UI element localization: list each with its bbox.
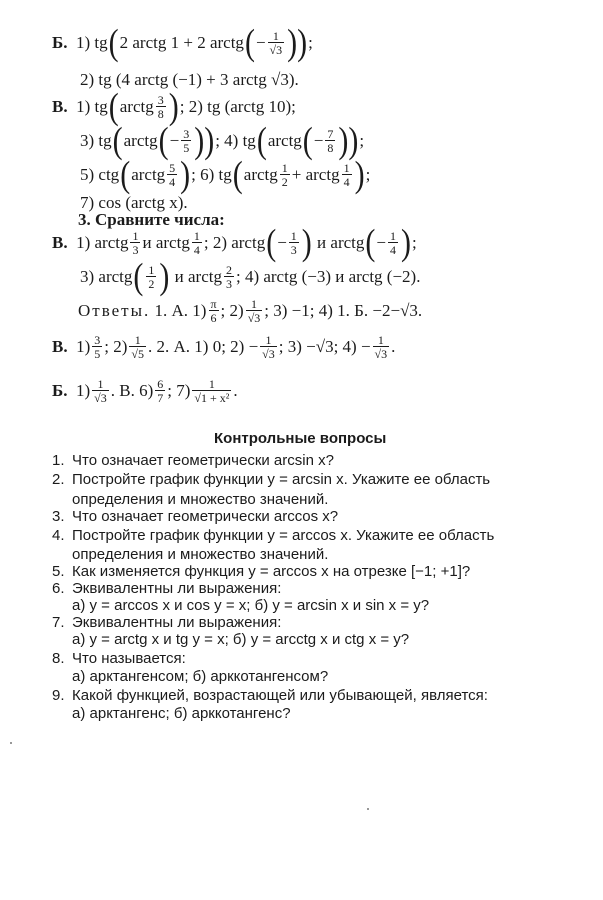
fraction: 1 2 <box>148 263 155 291</box>
question-text: Постройте график функции y = arcsin x. Укажите ее область <box>72 471 491 488</box>
fraction: 1 4 <box>193 229 200 257</box>
question-line <box>52 563 470 580</box>
question-line <box>52 631 409 648</box>
fraction: 2 3 <box>225 263 232 291</box>
question-text: а) арктангенс; б) арккотангенс? <box>72 705 291 722</box>
fraction: 1 √3 <box>269 29 283 57</box>
question-line <box>52 491 328 508</box>
v7-text: 7) cos (arctg x). <box>80 193 188 212</box>
fraction: 3 5 <box>183 127 190 155</box>
question-number: 1. <box>52 452 65 469</box>
ans2-b: ; 2) <box>104 337 128 356</box>
question-number: 8. <box>52 650 65 667</box>
compare-3-4: 3) arctg ( 1 2 ) и arctg 2 3 ; 4) arctg (−3) и arctg (−2). <box>80 255 421 297</box>
v1-tail: ; 2) tg (arctg 10); <box>179 97 296 116</box>
question-text: Как изменяется функция y = arccos x на отрезке [−1; +1]? <box>72 563 471 580</box>
b1-tail: ; <box>308 33 313 52</box>
v3-text: 3) tg <box>80 131 112 150</box>
and-word: и <box>142 233 152 252</box>
b1-text: 1) tg <box>76 33 108 52</box>
question-line <box>52 452 334 469</box>
fraction: 3 8 <box>157 93 164 121</box>
ans2-c: . 2. А. 1) 0; 2) − <box>148 337 259 356</box>
question-number: 9. <box>52 687 65 704</box>
label-v: В. <box>52 337 68 356</box>
fraction: 1 √3 <box>94 377 107 405</box>
b2-text: 2) tg (4 arctg (−1) + 3 arctg √3). <box>80 70 299 89</box>
question-line <box>52 527 494 544</box>
question-text: Постройте график функции y = arccos x. Укажите ее область <box>72 527 495 544</box>
task-3-heading <box>78 210 225 230</box>
question-number: 3. <box>52 508 65 525</box>
compare-v1: В. 1) arctg 1 3 и arctg 1 4 ; 2) arctg ( − 1 3 ) и arctg ( − 1 4 ) ; <box>52 221 417 263</box>
ans1-text: 1. А. 1) <box>154 301 207 320</box>
fraction: 6 7 <box>157 377 164 405</box>
scan-speck <box>10 742 12 744</box>
question-text: определения и множество значений. <box>72 546 329 563</box>
fraction: 1 4 <box>343 161 350 189</box>
question-number: 6. <box>52 580 65 597</box>
fraction: 7 8 <box>327 127 334 155</box>
section-title: Контрольные вопросы <box>214 430 387 447</box>
question-text: а) арктангенсом; б) арккотангенсом? <box>72 668 329 685</box>
fraction: 1 √3 <box>247 297 261 325</box>
question-text: Что означает геометрически arccos x? <box>72 508 339 525</box>
ans3-c: ; 7) <box>167 381 191 400</box>
question-text: Эквивалентны ли выражения: <box>72 580 282 597</box>
task3-text: 3. Сравните числа: <box>78 210 225 229</box>
answers-3: Б. 1) 1 √3 . В. 6) 6 7 ; 7) 1 √1 + x² . <box>52 377 238 405</box>
exercise-b1: Б. 1) tg ( 2 arctg 1 + 2 arctg ( − 1 √3 )) ; <box>52 21 313 63</box>
question-number: 7. <box>52 614 65 631</box>
question-line <box>52 597 429 614</box>
v4-text: ; 4) tg <box>215 131 256 150</box>
fraction: 1 3 <box>290 229 297 257</box>
question-line <box>52 508 338 525</box>
question-text: Что называется: <box>72 650 186 667</box>
ans3-b: . В. 6) <box>110 381 154 400</box>
question-line <box>52 546 328 563</box>
cv2-text: 2) arctg <box>212 233 266 252</box>
label-v: В. <box>52 97 68 116</box>
c3-text: 3) arctg <box>80 267 133 286</box>
fraction: 1 2 <box>281 161 288 189</box>
answers-2: В. 1) 3 5 ; 2) 1 √5 . 2. А. 1) 0; 2) − $\frac{1}{√3}$ ; 3) −√3; 4) − $\frac{1}{√3}$ . <box>52 333 396 361</box>
question-number: 5. <box>52 563 65 580</box>
cv1-text: 1) arctg <box>76 233 129 252</box>
v5-text: 5) ctg <box>80 165 120 184</box>
fraction: π 6 <box>210 297 217 325</box>
question-line <box>52 580 281 597</box>
question-line <box>52 705 291 722</box>
fraction: 1 4 <box>389 229 396 257</box>
question-text: определения и множество значений. <box>72 491 329 508</box>
question-line <box>52 614 281 631</box>
ans2-a: 1) <box>76 337 91 356</box>
v6-text: ; 6) tg <box>191 165 232 184</box>
label-v: В. <box>52 233 68 252</box>
ans1-b: ; 2) <box>220 301 244 320</box>
question-line <box>52 668 328 685</box>
fraction: $\frac{1}{√3}$ <box>374 333 388 361</box>
label-b: Б. <box>52 381 68 400</box>
fraction: $\frac{1}{√3}$ <box>262 333 275 361</box>
answers-1 <box>78 298 422 324</box>
v1-mid: arctg <box>119 97 154 116</box>
question-text: а) y = arctg x и tg y = x; б) y = arcctg x и ctg x = y? <box>72 631 410 648</box>
fraction: 1 √5 <box>131 333 144 361</box>
question-text: Что означает геометрически arcsin x? <box>72 452 334 469</box>
fraction: 3 5 <box>94 333 101 361</box>
answers-heading: Ответы. <box>78 301 151 320</box>
question-line <box>52 687 488 704</box>
question-text: а) y = arccos x и cos y = x; б) y = arcsin x и sin x = y? <box>72 597 430 614</box>
question-text: Какой функцией, возрастающей или убывающей, является: <box>72 687 488 704</box>
b1-mid: 2 arctg 1 + 2 arctg <box>119 33 244 52</box>
question-number: 2. <box>52 471 65 488</box>
question-line <box>52 650 186 667</box>
label-b: Б. <box>52 33 68 52</box>
fraction: 1 3 <box>132 229 139 257</box>
question-text: Эквивалентны ли выражения: <box>72 614 282 631</box>
v1-text: 1) tg <box>76 97 108 116</box>
fraction: 1 √1 + x² <box>194 377 230 405</box>
ans1-c: ; 3) −1; 4) 1. Б. −2−√3. <box>264 301 423 320</box>
c4-text: ; 4) arctg (−3) и arctg (−2). <box>235 267 421 286</box>
exercise-v1: В. 1) tg ( arctg 3 8 ) ; 2) tg (arctg 10); <box>52 85 296 127</box>
ans2-d: ; 3) −√3; 4) − <box>278 337 371 356</box>
exercise-v3-v4: 3) tg ( arctg ( − 3 5 )) ; 4) tg ( arctg ( − 7 8 )) ; <box>80 119 365 161</box>
question-line <box>52 471 490 488</box>
question-number: 4. <box>52 527 65 544</box>
exercise-v5-v6: 5) ctg ( arctg 5 4 ) ; 6) tg ( arctg 1 2 + arctg 1 4 ) ; <box>80 153 371 195</box>
fraction: 5 4 <box>169 161 176 189</box>
ans3-a: 1) <box>76 381 91 400</box>
scan-speck <box>367 808 369 810</box>
